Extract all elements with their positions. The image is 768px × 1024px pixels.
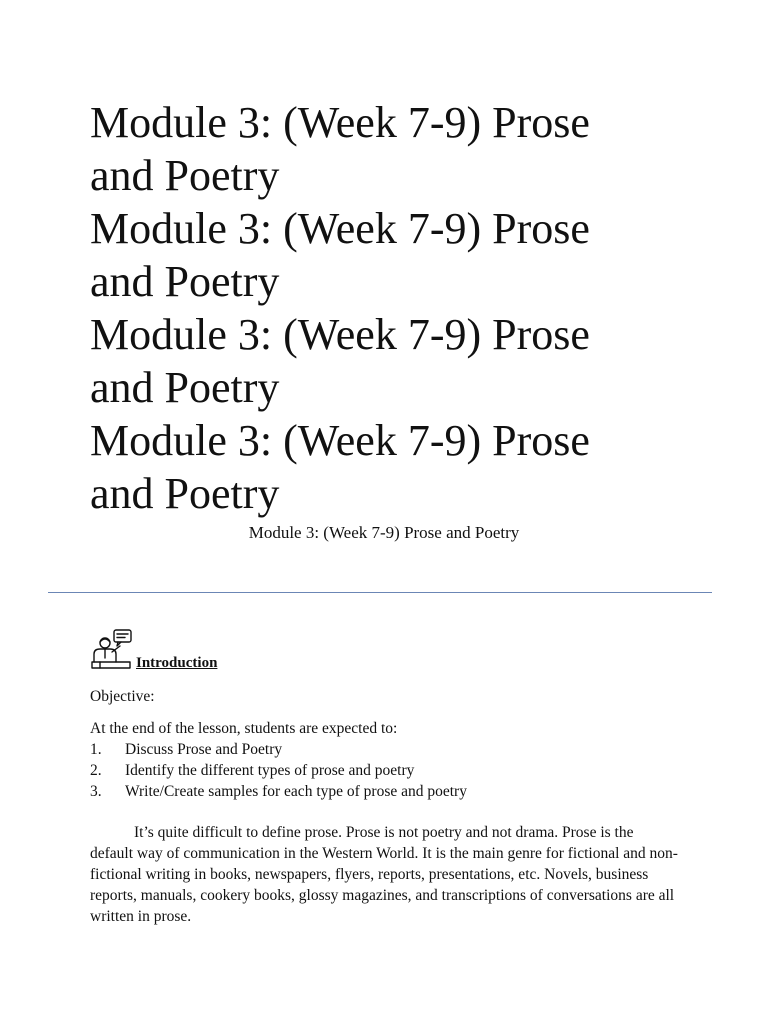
module-subtitle: Module 3: (Week 7-9) Prose and Poetry xyxy=(248,523,520,542)
section-divider xyxy=(48,592,712,593)
module-title: Module 3: (Week 7-9) Prose and Poetry xyxy=(90,310,590,412)
list-item-number: 2. xyxy=(90,762,102,779)
list-item-text: Discuss Prose and Poetry xyxy=(125,741,283,758)
objective-label: Objective: xyxy=(90,688,155,705)
list-item-text: Identify the different types of prose and poetry xyxy=(125,762,415,779)
list-item-number: 3. xyxy=(90,783,102,800)
list-item-number: 1. xyxy=(90,741,102,758)
objectives-list xyxy=(90,739,680,802)
introduction-header xyxy=(90,628,217,672)
list-item xyxy=(90,760,680,781)
module-title: Module 3: (Week 7-9) Prose and Poetry xyxy=(90,204,590,306)
module-title: Module 3: (Week 7-9) Prose and Poetry xyxy=(90,98,590,200)
body-paragraph: It’s quite difficult to define prose. Prose is not poetry and not drama. Prose is the default way of communication in the Western World. It is the main genre for fictional and non-fictional writing in books, newspapers, flyers, reports, presentations, etc. Novels, business reports, manuals, cookery books, glossy magazines, and transcriptions of conversations are all written in prose. xyxy=(90,824,678,925)
objectives-lead-in: At the end of the lesson, students are expected to: xyxy=(90,720,398,737)
teacher-icon xyxy=(90,628,134,672)
list-item xyxy=(90,739,680,760)
module-title: Module 3: (Week 7-9) Prose and Poetry xyxy=(90,416,590,518)
list-item-text: Write/Create samples for each type of prose and poetry xyxy=(125,783,467,800)
introduction-heading: Introduction xyxy=(136,655,218,671)
lesson-content xyxy=(90,686,680,927)
module-title-block xyxy=(90,96,690,520)
list-item xyxy=(90,781,680,802)
